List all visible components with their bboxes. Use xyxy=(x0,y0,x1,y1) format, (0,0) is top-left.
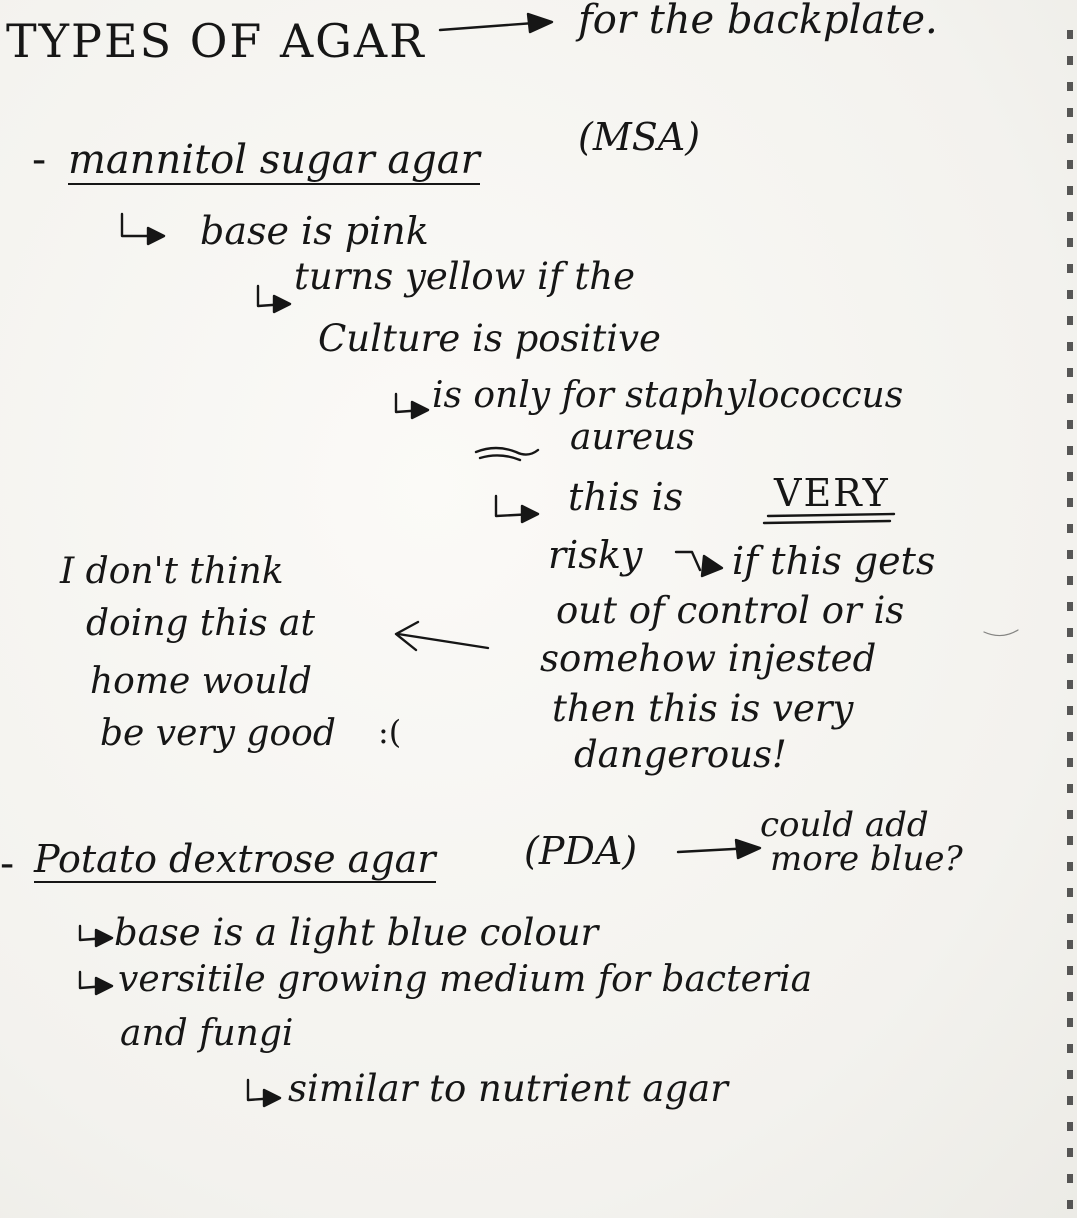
scribble-icon xyxy=(476,448,538,460)
side-note-line-1: I don't think xyxy=(60,551,284,592)
pda-versatile-2: and fungi xyxy=(120,1013,294,1054)
heading-note: for the backplate. xyxy=(578,0,938,43)
pda-arrow-icon-versatile xyxy=(80,972,112,994)
heading-arrow-icon xyxy=(440,14,552,32)
very-underline-2 xyxy=(764,521,890,523)
hook-arrow-icon-base xyxy=(122,214,164,244)
pda-side-note-2: more blue? xyxy=(770,839,963,879)
msa-danger-5: dangerous! xyxy=(574,733,787,776)
msa-turns-1: turns yellow if the xyxy=(294,255,636,298)
msa-danger-4: then this is very xyxy=(552,687,854,730)
msa-only-2: aureus xyxy=(570,417,695,458)
side-note-line-3: home would xyxy=(90,661,312,702)
msa-risky-word: VERY xyxy=(774,471,890,515)
msa-turns-2: Culture is positive xyxy=(318,317,661,360)
hook-arrow-icon-turns xyxy=(258,286,290,312)
bullet-dash-2: - xyxy=(0,838,15,887)
msa-base: base is pink xyxy=(200,209,429,253)
stray-mark-icon xyxy=(984,630,1018,636)
hook-arrow-icon-risky xyxy=(496,496,538,522)
bullet-dash: - xyxy=(32,134,47,183)
pda-side-note-1: could add xyxy=(760,805,929,845)
pda-similar: similar to nutrient agar xyxy=(288,1067,728,1110)
pda-side-arrow-icon xyxy=(678,840,760,858)
hook-arrow-icon-danger xyxy=(676,552,722,576)
page-edge-marks xyxy=(1067,30,1073,1210)
pda-arrow-icon-similar xyxy=(248,1080,280,1106)
pda-arrow-icon-base xyxy=(80,926,112,946)
pda-abbr: (PDA) xyxy=(524,829,638,873)
page-heading: TYPES OF AGAR xyxy=(6,14,426,68)
msa-danger-2: out of control or is xyxy=(556,589,905,632)
msa-risky-1: this is xyxy=(568,475,684,519)
msa-danger-1: if this gets xyxy=(732,539,936,583)
sad-face: :( xyxy=(378,713,402,751)
very-underline-1 xyxy=(768,514,894,516)
msa-only-1: is only for staphylococcus xyxy=(432,375,904,416)
pda-name: Potato dextrose agar xyxy=(34,837,436,881)
pda-versatile-1: versitile growing medium for bacteria xyxy=(118,959,813,1000)
side-note-line-2: doing this at xyxy=(86,603,315,644)
msa-name: mannitol sugar agar xyxy=(68,137,480,183)
msa-danger-3: somehow injested xyxy=(540,637,877,680)
msa-risky-2: risky xyxy=(548,533,643,577)
side-note-line-4: be very good xyxy=(100,713,336,754)
hook-arrow-icon-only xyxy=(396,394,428,418)
msa-abbr: (MSA) xyxy=(578,115,701,159)
side-note-arrow-icon xyxy=(396,622,488,650)
pda-base: base is a light blue colour xyxy=(114,911,599,954)
